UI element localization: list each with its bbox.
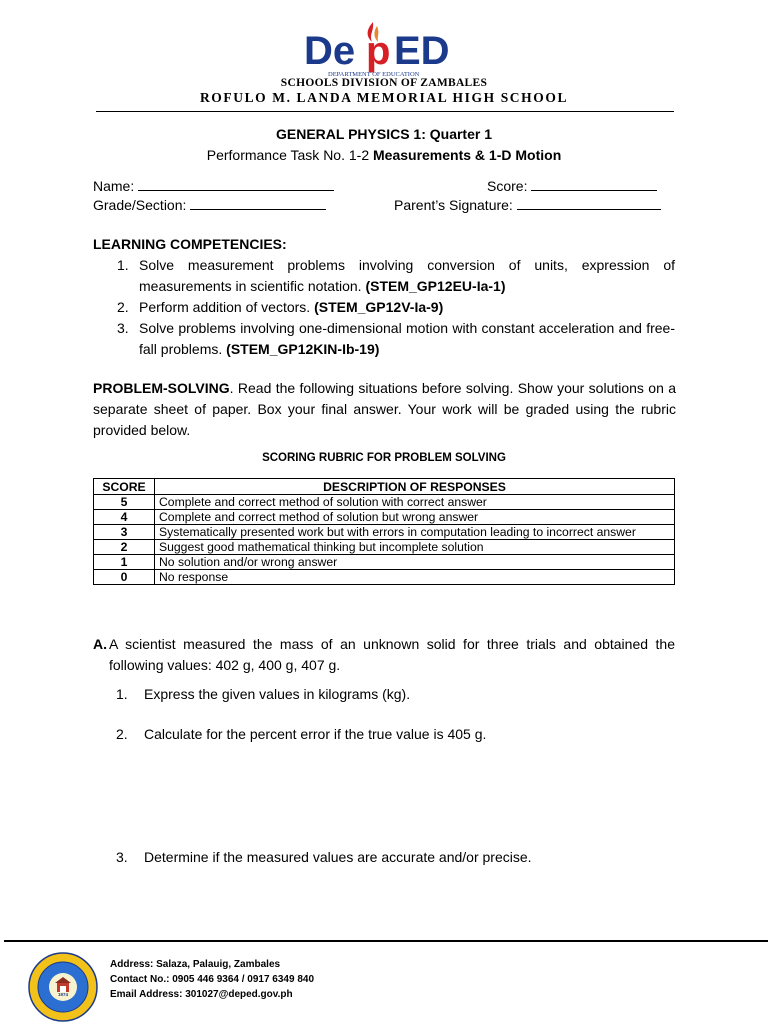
table-row: 0 No response — [94, 570, 675, 585]
list-item: 2. Perform addition of vectors. (STEM_GP12V-Ia-9) — [117, 299, 444, 315]
footer-contact: Contact No.: 0905 446 9364 / 0917 6349 840 — [110, 974, 315, 985]
deped-logo — [300, 20, 470, 82]
sub-question-1: 1. — [116, 686, 128, 702]
score-line[interactable] — [531, 178, 657, 191]
parent-signature-line[interactable] — [517, 197, 661, 210]
footer-address: Address: Salaza, Palauig, Zambales — [110, 959, 281, 970]
score-field[interactable] — [487, 178, 657, 194]
svg-text:De: De — [304, 29, 356, 73]
footer-email[interactable]: Email Address: 301027@deped.gov.ph — [110, 989, 293, 1000]
table-row: 2 Suggest good mathematical thinking but incomplete solution — [94, 540, 675, 555]
list-item: 3. Solve problems involving one-dimensional motion with constant acceleration and free-fall problems. (STEM_GP12KIN-Ib-19) — [117, 320, 675, 357]
parent-signature-label: Parent’s Signature: — [394, 197, 513, 213]
list-item: 1. Solve measurement problems involving conversion of units, expression of measurements in scientific notation. (STEM_GP12EU-Ia-1) — [117, 257, 675, 294]
sub-question-3: 3. — [116, 849, 128, 865]
name-label: Name: — [93, 178, 135, 194]
question-text: A scientist measured the mass of an unknown solid for three trials and obtained the following values: 402 g, 400 g, 407 g. — [109, 636, 675, 673]
performance-task-title: Performance Task No. 1-2 Measurements & 1-D Motion — [206, 147, 562, 163]
rubric-title: SCORING RUBRIC FOR PROBLEM SOLVING — [262, 452, 506, 464]
parent-signature-field[interactable] — [394, 197, 661, 213]
description-column-header: DESCRIPTION OF RESPONSES — [155, 479, 675, 495]
svg-text:ED: ED — [394, 29, 450, 73]
name-field[interactable] — [93, 178, 334, 194]
table-row: 4 Complete and correct method of solution but wrong answer — [94, 510, 675, 525]
table-row: 1 No solution and/or wrong answer — [94, 555, 675, 570]
footer-divider — [4, 940, 768, 942]
rubric-table — [93, 478, 675, 585]
svg-text:p: p — [366, 29, 391, 73]
score-column-header: SCORE — [94, 479, 155, 495]
score-label: Score: — [487, 178, 528, 194]
grade-section-line[interactable] — [190, 197, 326, 210]
table-row: 3 Systematically presented work but with errors in computation leading to incorrect answer — [94, 525, 675, 540]
school-name: ROFULO M. LANDA MEMORIAL HIGH SCHOOL — [199, 90, 569, 105]
sub-question-2-text: Calculate for the percent error if the true value is 405 g. — [144, 726, 487, 742]
logo-subtext: DEPARTMENT OF EDUCATION — [328, 71, 420, 78]
subject-title: GENERAL PHYSICS 1: Quarter 1 — [275, 126, 493, 142]
name-line[interactable] — [138, 178, 334, 191]
svg-text:1974: 1974 — [57, 992, 69, 997]
grade-section-field[interactable] — [93, 197, 326, 213]
school-seal-icon — [28, 952, 98, 1022]
table-row: 5 Complete and correct method of solution with correct answer — [94, 495, 675, 510]
sub-question-1-text: Express the given values in kilograms (kg). — [144, 686, 411, 702]
sub-question-2: 2. — [116, 726, 128, 742]
table-header-row — [94, 479, 675, 495]
sub-question-3-text: Determine if the measured values are accurate and/or precise. — [144, 849, 532, 865]
division-name: SCHOOLS DIVISION OF ZAMBALES — [280, 77, 488, 89]
question-a — [93, 634, 675, 676]
competencies-list — [93, 255, 675, 360]
competencies-heading: LEARNING COMPETENCIES: — [93, 236, 287, 252]
header-divider — [96, 111, 674, 112]
question-label: A. — [93, 636, 107, 652]
grade-section-label: Grade/Section: — [93, 197, 187, 213]
problem-solving-instructions: PROBLEM-SOLVING. Read the following situations before solving. Show your solutions on a separate sheet of paper. Box your final answer. Your work will be graded using the rubric provided below. — [93, 380, 676, 438]
